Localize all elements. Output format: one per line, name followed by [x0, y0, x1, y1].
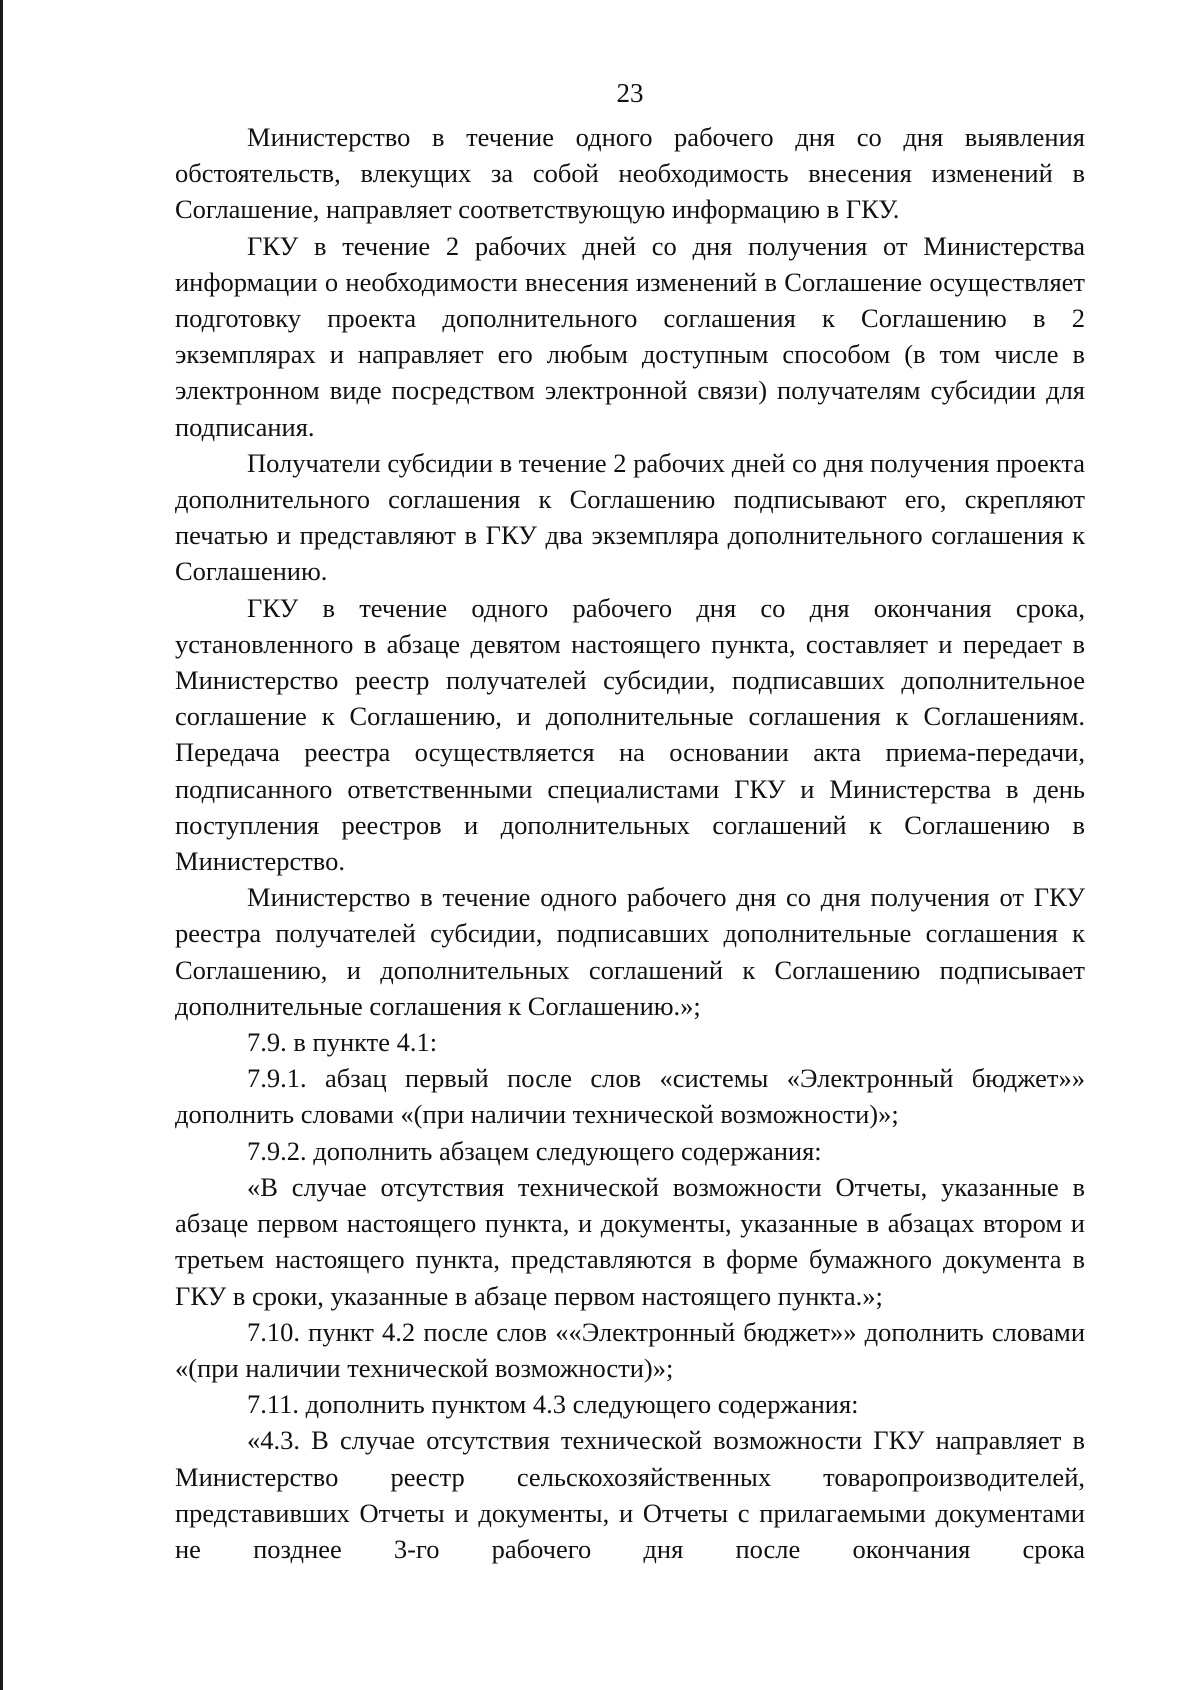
paragraph: ГКУ в течение одного рабочего дня со дня окончания срока, установленного в абзаце девятом настоящего пункта, составляет и передает в Министерство реестр получателей субсидии, подписавших дополнительное соглашение к Соглашению, и дополнительные соглашения к Соглашениям. Передача реестра осуществляется на основании акта приема-передачи, подписанного ответственными специалистами ГКУ и Министерства в день поступления реестров и дополнительных соглашений к Соглашению в Министерство.	[175, 592, 1085, 877]
paragraph: 7.9. в пункте 4.1:	[247, 1027, 438, 1058]
paragraph: Получатели субсидии в течение 2 рабочих дней со дня получения проекта дополнительного соглашения к Соглашению подписывают его, скрепляют печатью и представляют в ГКУ два экземпляра дополнительного соглашения к Соглашению.	[175, 447, 1085, 587]
paragraph: 7.10. пункт 4.2 после слов ««Электронный бюджет»» дополнить словами «(при наличии технической возможности)»;	[175, 1316, 1085, 1383]
paragraph: Министерство в течение одного рабочего дня со дня выявления обстоятельств, влекущих за собой необходимость внесения изменений в Соглашение, направляет соответствующую информацию в ГКУ.	[175, 122, 1085, 225]
paragraph: 7.9.2. дополнить абзацем следующего содержания:	[247, 1135, 822, 1166]
page-number: 23	[616, 78, 644, 108]
paragraph: 7.9.1. абзац первый после слов «системы «Электронный бюджет»» дополнить словами «(при наличии технической возможности)»;	[175, 1063, 1085, 1130]
paragraph: ГКУ в течение 2 рабочих дней со дня получения от Министерства информации о необходимости внесения изменений в Соглашение осуществляет подготовку проекта дополнительного соглашения к Соглашению в 2 экземплярах и направляет его любым доступным способом (в том числе в электронном виде посредством электронной связи) получателям субсидии для подписания.	[175, 230, 1085, 442]
paragraph: 7.11. дополнить пунктом 4.3 следующего содержания:	[247, 1389, 859, 1420]
paragraph: Министерство в течение одного рабочего дня со дня получения от ГКУ реестра получателей субсидии, подписавших дополнительные соглашения к Соглашению, и дополнительных соглашений к Соглашению подписывает дополнительные соглашения к Соглашению.»;	[175, 882, 1085, 1021]
paragraph: «4.3. В случае отсутствия технической возможности ГКУ направляет в Министерство реестр сельскохозяйственных товаропроизводителей, представивших Отчеты и документы, и Отчеты с прилагаемыми документами не позднее 3-го рабочего дня после окончания срока	[175, 1425, 1085, 1564]
document-body	[175, 119, 1085, 1567]
paragraph: «В случае отсутствия технической возможности Отчеты, указанные в абзаце первом настоящего пункта, и документы, указанные в абзацах втором и третьем настоящего пункта, представляются в форме бумажного документа в ГКУ в сроки, указанные в абзаце первом настоящего пункта.»;	[175, 1171, 1085, 1311]
scan-edge	[0, 0, 3, 1690]
